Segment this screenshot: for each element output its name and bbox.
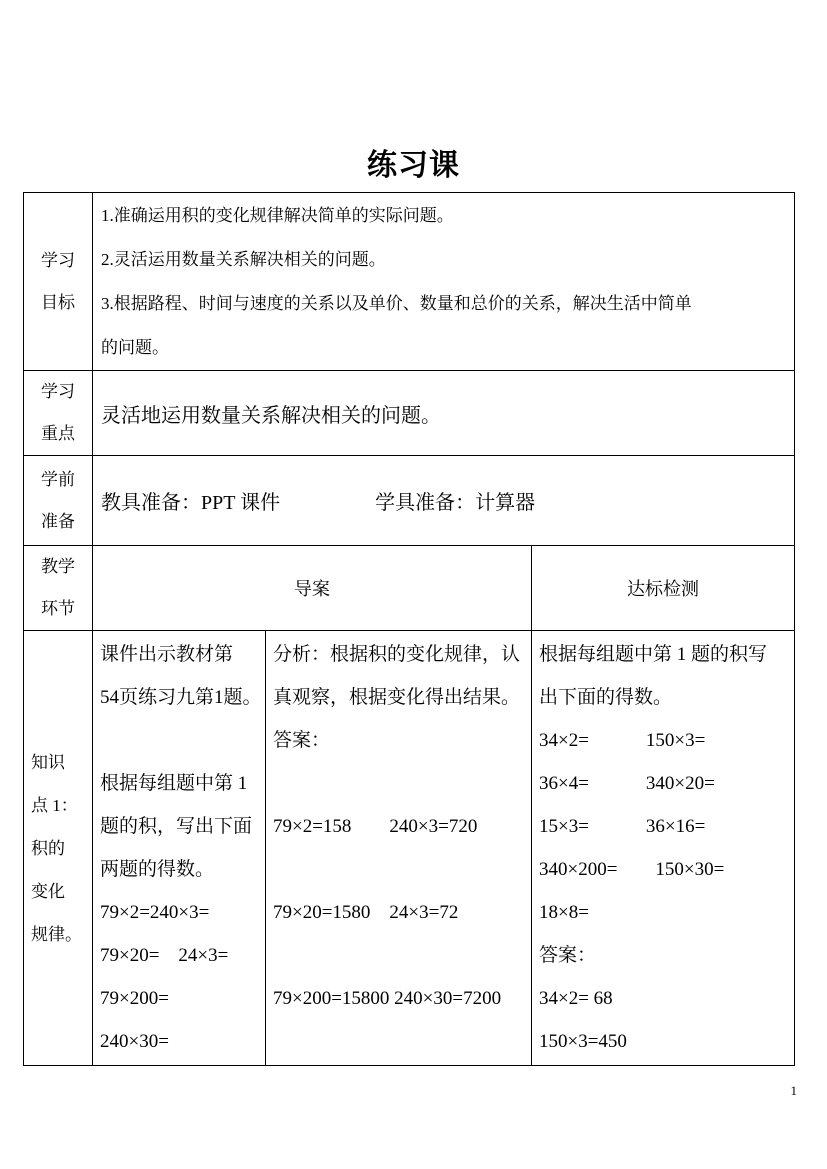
knowledge-point-assessment-exercises <box>532 631 795 1066</box>
text-line: 学习 <box>41 250 75 270</box>
row-learning-focus <box>24 371 795 456</box>
text-line: 根据每组题中第 1 题的积写 <box>539 644 768 665</box>
text-line: 积的 <box>31 838 65 858</box>
guide-column-header <box>93 546 532 631</box>
label-preparation <box>24 456 93 546</box>
row-preparation <box>24 456 795 546</box>
knowledge-point-guide-activity <box>93 631 266 1066</box>
text-line: 出下面的得数。 <box>539 687 673 708</box>
text-line: 两题的得数。 <box>100 859 215 880</box>
text-line: 36×4= 340×20= <box>539 773 715 794</box>
learning-focus-content <box>93 371 795 456</box>
teacher-prep-text: 教具准备：PPT 课件 <box>101 492 281 514</box>
knowledge-point-analysis-answers <box>266 631 532 1066</box>
text-line: 79×20= 24×3= <box>100 945 229 966</box>
text-line: 学前 <box>41 469 75 489</box>
text-line: 环节 <box>41 599 75 618</box>
text-line: 根据每组题中第 1 <box>100 773 248 794</box>
text-line <box>100 719 265 762</box>
text-line <box>273 762 531 805</box>
guide-header-text: 导案 <box>294 579 330 599</box>
assessment-header-text: 达标检测 <box>627 579 699 599</box>
preparation-content <box>93 456 795 546</box>
text-line: 点 1： <box>31 795 78 815</box>
student-prep-text: 学具准备：计算器 <box>375 492 536 514</box>
text-line: 34×2= 150×3= <box>539 730 706 751</box>
text-line: 79×200=15800 240×30=7200 <box>273 988 502 1009</box>
text-line: 2.灵活运用数量关系解决相关的问题。 <box>101 250 386 269</box>
text-line: 1.准确运用积的变化规律解决简单的实际问题。 <box>101 206 454 225</box>
text-line: 答案： <box>539 945 597 966</box>
label-teaching-stages <box>24 546 93 631</box>
text-line: 分析：根据积的变化规律，认 <box>273 644 521 665</box>
text-line: 学习 <box>41 382 75 401</box>
text-line: 79×2=240×3= <box>100 902 210 923</box>
learning-goals-content <box>93 193 795 371</box>
text-line: 的问题。 <box>101 338 169 357</box>
row-teaching-stages <box>24 546 795 631</box>
text-line: 规律。 <box>31 924 82 944</box>
row-knowledge-point-1 <box>24 631 795 1066</box>
row-learning-goals <box>24 193 795 371</box>
text-line: 15×3= 36×16= <box>539 816 706 837</box>
text-line <box>273 934 531 977</box>
text-line: 题的积，写出下面 <box>100 816 253 837</box>
text-line: 课件出示教材第 <box>100 644 234 665</box>
text-line: 准备 <box>41 511 75 531</box>
assessment-column-header <box>532 546 795 631</box>
text-line: 答案： <box>273 730 331 751</box>
text-line: 18×8= <box>539 902 589 923</box>
text-line: 34×2= 68 <box>539 988 613 1009</box>
text-line: 79×20=1580 24×3=72 <box>273 902 459 923</box>
text-line: 真观察，根据变化得出结果。 <box>273 687 521 708</box>
text-line: 重点 <box>41 424 75 443</box>
text-line: 79×2=158 240×3=720 <box>273 816 478 837</box>
text-line: 240×30= <box>100 1031 169 1052</box>
lesson-plan-table <box>23 192 795 1066</box>
text-line: 340×200= 150×30= <box>539 859 725 880</box>
text-line: 150×3=450 <box>539 1031 627 1052</box>
label-knowledge-point-1 <box>24 631 93 1066</box>
text-line: 79×200= <box>100 988 169 1009</box>
text-line: 变化 <box>31 881 65 901</box>
text-line: 54页练习九第1题。 <box>100 687 262 708</box>
focus-text: 灵活地运用数量关系解决相关的问题。 <box>101 404 441 427</box>
text-line <box>273 848 531 891</box>
page-number: 1 <box>790 1083 797 1098</box>
text-line: 知识 <box>31 752 65 772</box>
text-line: 3.根据路程、时间与速度的关系以及单价、数量和总价的关系，解决生活中简单 <box>101 294 692 313</box>
document-title: 练习课 <box>367 149 460 182</box>
text-line: 目标 <box>41 292 75 312</box>
label-learning-focus <box>24 371 93 456</box>
label-learning-goals <box>24 193 93 371</box>
text-line: 教学 <box>41 557 75 576</box>
